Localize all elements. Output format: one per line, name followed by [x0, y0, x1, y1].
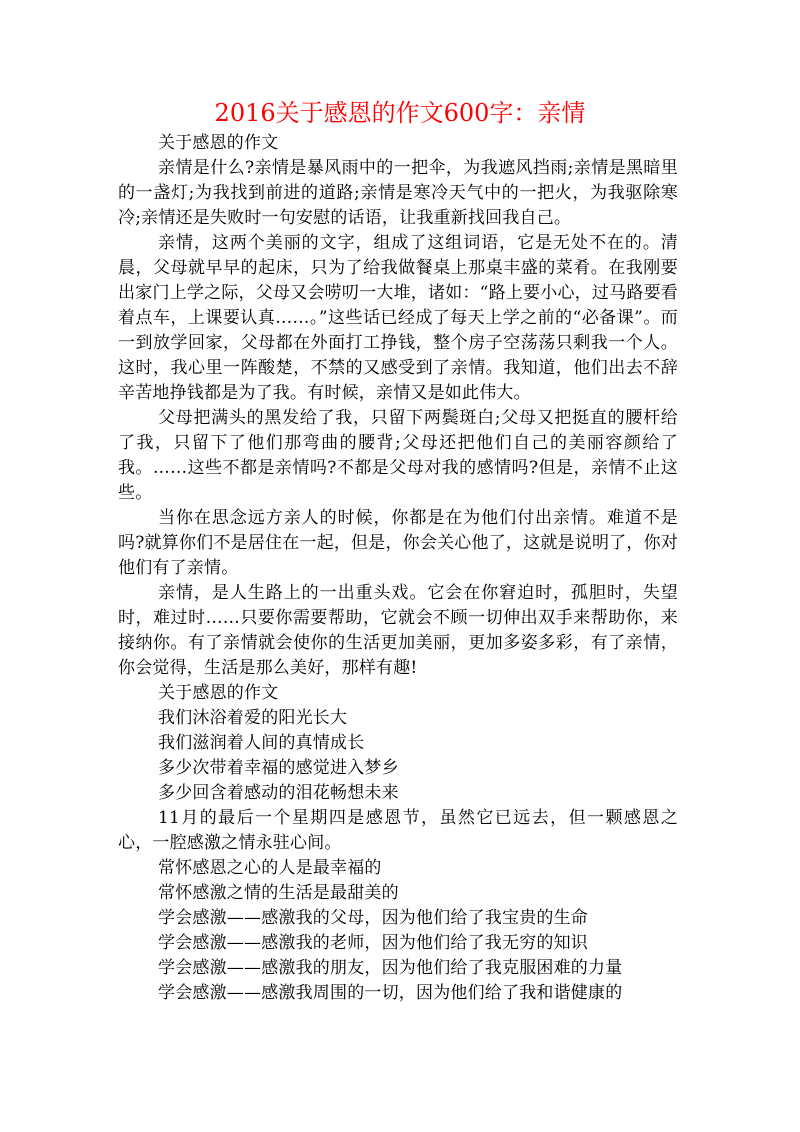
- section-heading: 关于感恩的作文: [158, 683, 279, 703]
- paragraph: 父母把满头的黑发给了我，只留下两鬓斑白;父母又把挺直的腰杆给了我，只留下了他们那弯曲的腰背;父母还把他们自己的美丽容颜给了我。……这些不都是亲情吗?不都是父母对我的感情吗?但是，亲情不止这些。: [118, 408, 678, 503]
- poem-line: 常怀感恩之心的人是最幸福的: [158, 858, 382, 878]
- poem-line: 学会感激——感激我的老师，因为他们给了我无穷的知识: [158, 933, 588, 953]
- paragraph: 当你在思念远方亲人的时候，你都是在为他们付出亲情。难道不是吗?就算你们不是居住在一起，但是，你会关心他了，这就是说明了，你对他们有了亲情。: [118, 508, 678, 578]
- section-heading: 关于感恩的作文: [158, 133, 279, 153]
- document-title: 2016关于感恩的作文600字：亲情: [214, 99, 586, 127]
- paragraph: 亲情是什么?亲情是暴风雨中的一把伞，为我遮风挡雨;亲情是黑暗里的一盏灯;为我找到前进的道路;亲情是寒冷天气中的一把火，为我驱除寒冷;亲情还是失败时一句安慰的话语，让我重新找回我自己。: [118, 158, 678, 228]
- poem-line: 我们滋润着人间的真情成长: [158, 733, 365, 753]
- paragraph: 亲情，是人生路上的一出重头戏。它会在你窘迫时，孤胆时，失望时，难过时……只要你需要帮助，它就会不顾一切伸出双手来帮助你，来接纳你。有了亲情就会使你的生活更加美丽，更加多姿多彩，有了亲情，你会觉得，生活是那么美好，那样有趣!: [118, 583, 678, 678]
- poem-line: 学会感激——感激我周围的一切，因为他们给了我和谐健康的: [158, 983, 623, 1003]
- paragraph: 11月的最后一个星期四是感恩节，虽然它已远去，但一颗感恩之心，一腔感激之情永驻心间。: [118, 808, 678, 853]
- poem-line: 我们沐浴着爱的阳光长大: [158, 708, 348, 728]
- poem-line: 多少回含着感动的泪花畅想未来: [158, 783, 399, 803]
- poem-line: 学会感激——感激我的朋友，因为他们给了我克服困难的力量: [158, 958, 623, 978]
- poem-line: 多少次带着幸福的感觉进入梦乡: [158, 758, 399, 778]
- document-body: [118, 131, 678, 1006]
- poem-line: 常怀感激之情的生活是最甜美的: [158, 883, 399, 903]
- poem-line: 学会感激——感激我的父母，因为他们给了我宝贵的生命: [158, 908, 588, 928]
- paragraph: 亲情，这两个美丽的文字，组成了这组词语，它是无处不在的。清晨，父母就早早的起床，只为了给我做餐桌上那桌丰盛的菜肴。在我刚要出家门上学之际，父母又会唠叨一大堆，诸如：“路上要小心，过马路要看着点车，上课要认真……。”这些话已经成了每天上学之前的“必备课”。而一到放学回家，父母都在外面打工挣钱，整个房子空荡荡只剩我一个人。这时，我心里一阵酸楚，不禁的又感受到了亲情。我知道，他们出去不辞辛苦地挣钱都是为了我。有时候，亲情又是如此伟大。: [118, 233, 678, 403]
